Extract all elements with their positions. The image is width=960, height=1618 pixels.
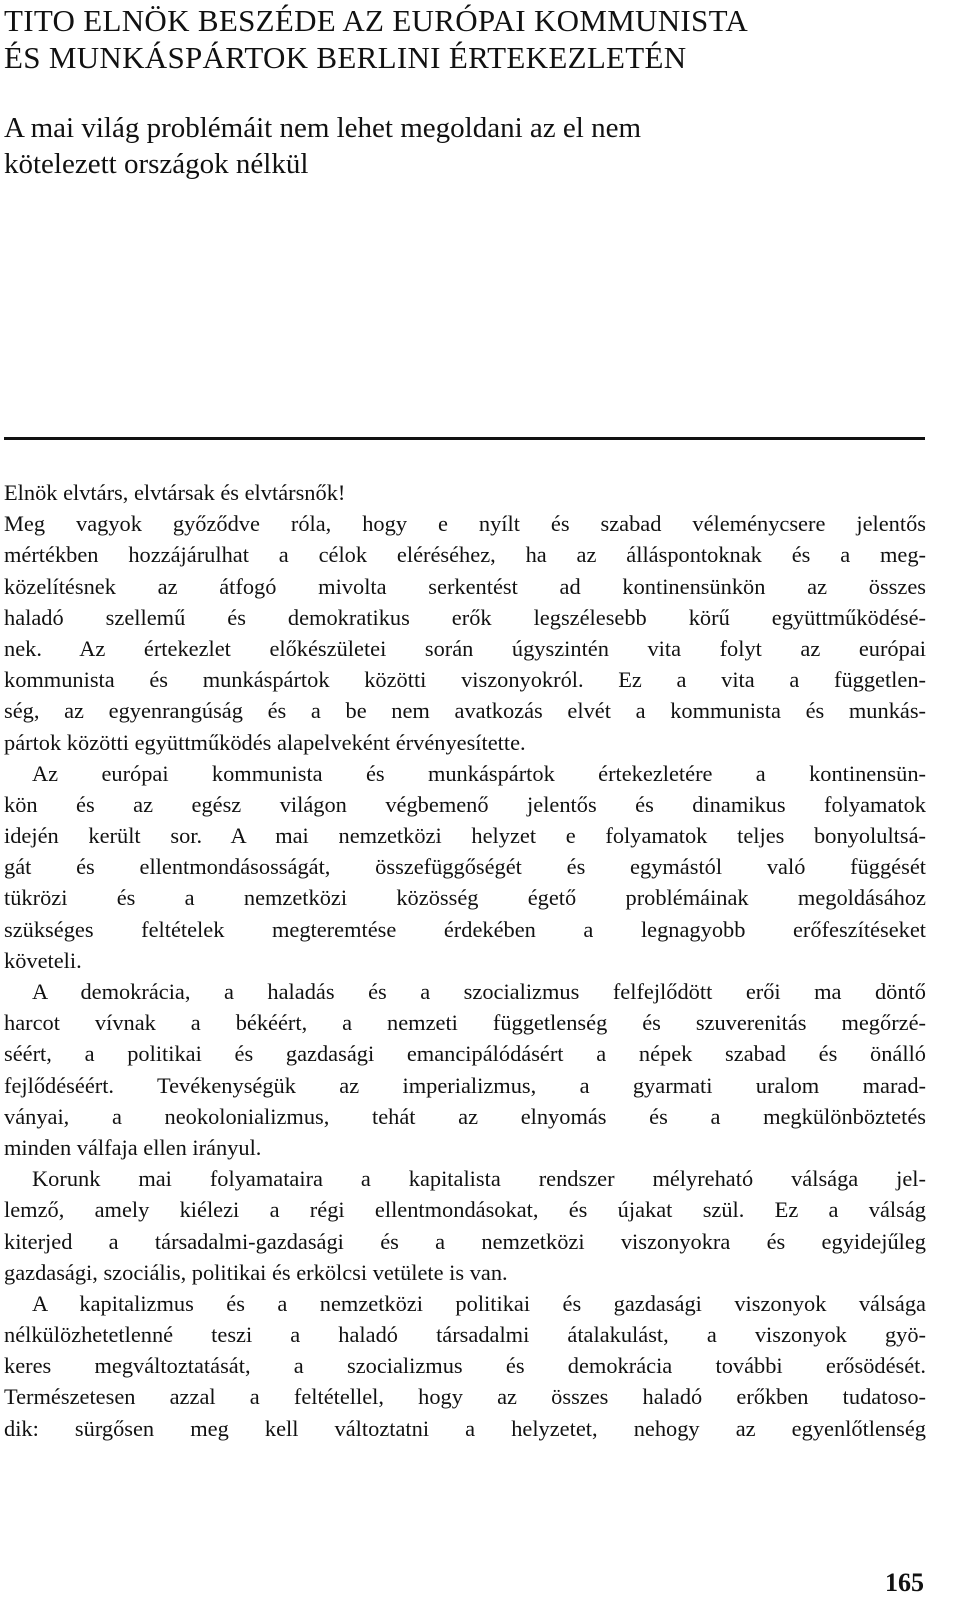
speech-body [4,477,926,1444]
text-line: harcot vívnak a békéért, a nemzeti függetlenség és szuverenitás megőrzé- [4,1010,926,1036]
paragraph-3 [4,976,926,1163]
paragraph-5 [4,1288,926,1444]
text-line: A demokrácia, a haladás és a szocializmus felfejlődött erői ma döntő [32,979,926,1004]
title-line-2: ÉS MUNKÁSPÁRTOK BERLINI ÉRTEKEZLETÉN [4,40,687,75]
text-line: ség, az egyenrangúság és a be nem avatkozás elvét a kommunista és munkás- [4,698,926,724]
section-divider [4,437,925,440]
text-line: keres megváltoztatását, a szocializmus és demokrácia további erősödését. [4,1353,926,1379]
article-title [4,2,934,76]
text-line: gát és ellentmondásosságát, összefüggőségét és egymástól való függését [4,854,926,880]
text-line: közelítésnek az átfogó mivolta serkentést ad kontinensünkön az összes [4,573,926,599]
paragraph-4 [4,1163,926,1288]
text-line: nélkülözhetetlenné teszi a haladó társadalmi átalakulást, a viszonyok gyö- [4,1322,926,1348]
text-line: kiterjed a társadalmi-gazdasági és a nemzetközi viszonyokra és egyidejűleg [4,1228,926,1254]
text-line: pártok közötti együttműködés alapelveként érvényesítette. [4,729,526,755]
text-line: Meg vagyok győződve róla, hogy e nyílt és szabad véleménycsere jelentős [4,511,926,537]
text-line: kön és az egész világon végbemenő jelentős és dinamikus folyamatok [4,791,926,817]
text-line: idején került sor. A mai nemzetközi helyzet e folyamatok teljes bonyolultsá- [4,823,926,849]
text-line: gazdasági, szociális, politikai és erkölcsi vetülete is van. [4,1259,508,1285]
text-line: fejlődéséért. Tevékenységük az imperializmus, a gyarmati uralom marad- [4,1072,926,1098]
text-line: tükrözi és a nemzetközi közösség égető problémáinak megoldásához [4,885,926,911]
article-subtitle [4,110,934,182]
text-line: mértékben hozzájárulhat a célok eléréséhez, ha az álláspontoknak és a meg- [4,542,926,568]
text-line: séért, a politikai és gazdasági emancipálódásért a népek szabad és önálló [4,1041,926,1067]
subtitle-line-1: A mai világ problémáit nem lehet megoldani az el nem [4,112,641,144]
salutation-line: Elnök elvtárs, elvtársak és elvtársnők! [4,480,346,505]
text-line: minden válfaja ellen irányul. [4,1134,262,1160]
text-line: dik: sürgősen meg kell változtatni a helyzetet, nehogy az egyenlőtlenség [4,1415,926,1441]
text-line: ványai, a neokolonializmus, tehát az elnyomás és a megkülönböztetés [4,1103,926,1129]
title-line-1: TITO ELNÖK BESZÉDE AZ EURÓPAI KOMMUNISTA [4,3,749,38]
text-line: lemző, amely kiélezi a régi ellentmondásokat, és újakat szül. Ez a válság [4,1197,926,1223]
text-line: követeli. [4,947,82,973]
text-line: A kapitalizmus és a nemzetközi politikai és gazdasági viszonyok válsága [32,1290,926,1316]
text-line: kommunista és munkáspártok közötti viszonyokról. Ez a vita a független- [4,667,926,693]
text-line: Korunk mai folyamataira a kapitalista rendszer mélyreható válsága jel- [32,1166,926,1192]
text-line: nek. Az értekezlet előkészületei során úgyszintén vita folyt az európai [4,635,926,661]
subtitle-line-2: kötelezett országok nélkül [4,148,309,180]
text-line: szükséges feltételek megteremtése érdekében a legnagyobb erőfeszítéseket [4,916,926,942]
text-line: Az európai kommunista és munkáspártok értekezletére a kontinensün- [32,760,926,786]
text-line: haladó szellemű és demokratikus erők legszélesebb körű együttműködésé- [4,604,926,630]
paragraph-2 [4,758,926,976]
text-line: Természetesen azzal a feltétellel, hogy az összes haladó erőkben tudatoso- [4,1384,926,1410]
page-number: 165 [885,1568,924,1597]
paragraph-1 [4,508,926,758]
